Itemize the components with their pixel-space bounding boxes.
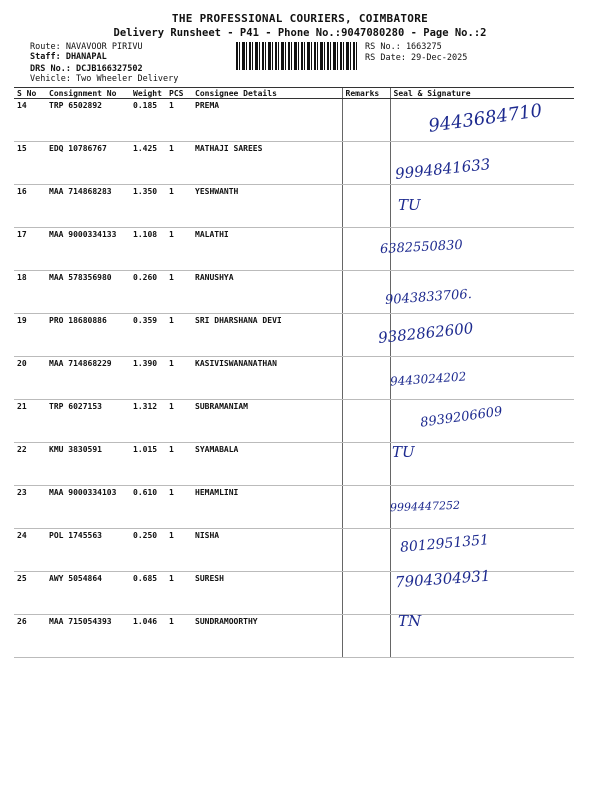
table-row xyxy=(14,357,574,400)
cell-remarks xyxy=(342,572,390,615)
cell-pcs: 1 xyxy=(166,400,192,443)
cell-remarks xyxy=(342,142,390,185)
cell-pcs: 1 xyxy=(166,228,192,271)
handwritten-entry: TN xyxy=(398,612,422,630)
rs-number: RS No.: 1663275 xyxy=(365,42,442,52)
cell-consignment: PRO 18680886 xyxy=(46,314,130,357)
cell-consignee: SURESH xyxy=(192,572,342,615)
col-signature: Seal & Signature xyxy=(390,88,574,99)
cell-sno: 19 xyxy=(14,314,46,357)
handwritten-entry: TU xyxy=(392,443,415,461)
cell-consignment: MAA 9000334133 xyxy=(46,228,130,271)
cell-sno: 25 xyxy=(14,572,46,615)
handwritten-entry: TU xyxy=(398,196,421,214)
cell-consignment: TRP 6027153 xyxy=(46,400,130,443)
cell-weight: 1.390 xyxy=(130,357,166,400)
cell-signature xyxy=(390,443,574,486)
cell-pcs: 1 xyxy=(166,615,192,658)
cell-sno: 23 xyxy=(14,486,46,529)
cell-sno: 26 xyxy=(14,615,46,658)
cell-sno: 14 xyxy=(14,99,46,142)
cell-consignee: SRI DHARSHANA DEVI xyxy=(192,314,342,357)
cell-weight: 0.250 xyxy=(130,529,166,572)
col-consignment: Consignment No xyxy=(46,88,130,99)
cell-consignment: POL 1745563 xyxy=(46,529,130,572)
col-sno: S No xyxy=(14,88,46,99)
cell-weight: 1.046 xyxy=(130,615,166,658)
handwritten-entry: 9443684710 xyxy=(427,100,544,137)
cell-pcs: 1 xyxy=(166,486,192,529)
table-row xyxy=(14,271,574,314)
handwritten-entry: 9382862600 xyxy=(377,319,475,347)
cell-pcs: 1 xyxy=(166,271,192,314)
cell-consignment: EDQ 10786767 xyxy=(46,142,130,185)
handwritten-entry: 9043833706. xyxy=(384,286,473,309)
table-row xyxy=(14,529,574,572)
cell-sno: 24 xyxy=(14,529,46,572)
cell-remarks xyxy=(342,486,390,529)
cell-sno: 22 xyxy=(14,443,46,486)
cell-consignee: MALATHI xyxy=(192,228,342,271)
table-row xyxy=(14,228,574,271)
cell-remarks xyxy=(342,357,390,400)
cell-consignee: SUNDRAMOORTHY xyxy=(192,615,342,658)
cell-consignee: RANUSHYA xyxy=(192,271,342,314)
cell-sno: 16 xyxy=(14,185,46,228)
col-weight: Weight xyxy=(130,88,166,99)
cell-consignee: HEMAMLINI xyxy=(192,486,342,529)
cell-weight: 1.108 xyxy=(130,228,166,271)
cell-weight: 1.425 xyxy=(130,142,166,185)
table-row xyxy=(14,615,574,658)
cell-consignment: KMU 3830591 xyxy=(46,443,130,486)
barcode xyxy=(236,42,358,70)
company-title: THE PROFESSIONAL COURIERS, COIMBATORE xyxy=(171,12,429,25)
cell-sno: 18 xyxy=(14,271,46,314)
staff-label: Staff: DHANAPAL xyxy=(30,52,107,62)
cell-consignee: PREMA xyxy=(192,99,342,142)
handwritten-entry: 9443024202 xyxy=(389,369,467,389)
cell-consignee: SYAMABALA xyxy=(192,443,342,486)
cell-weight: 1.350 xyxy=(130,185,166,228)
cell-sno: 17 xyxy=(14,228,46,271)
cell-consignment: TRP 6502892 xyxy=(46,99,130,142)
cell-pcs: 1 xyxy=(166,185,192,228)
cell-consignment: MAA 714868283 xyxy=(46,185,130,228)
cell-consignee: YESHWANTH xyxy=(192,185,342,228)
vehicle-label: Vehicle: Two Wheeler Delivery xyxy=(30,74,179,84)
cell-weight: 0.610 xyxy=(130,486,166,529)
cell-remarks xyxy=(342,529,390,572)
cell-consignment: MAA 715054393 xyxy=(46,615,130,658)
cell-consignee: NISHA xyxy=(192,529,342,572)
table-header-row xyxy=(14,88,574,99)
cell-pcs: 1 xyxy=(166,142,192,185)
cell-remarks xyxy=(342,185,390,228)
handwritten-entry: 8939206609 xyxy=(419,404,504,431)
handwritten-entry: 9994841633 xyxy=(394,155,492,183)
col-consignee: Consignee Details xyxy=(192,88,342,99)
handwritten-entry: 6382550830 xyxy=(379,237,464,258)
cell-weight: 0.685 xyxy=(130,572,166,615)
cell-remarks xyxy=(342,443,390,486)
cell-pcs: 1 xyxy=(166,314,192,357)
handwritten-entry: 9994447252 xyxy=(389,498,461,515)
cell-pcs: 1 xyxy=(166,99,192,142)
cell-pcs: 1 xyxy=(166,443,192,486)
table-row xyxy=(14,185,574,228)
cell-weight: 0.185 xyxy=(130,99,166,142)
rs-date: RS Date: 29-Dec-2025 xyxy=(365,53,468,63)
cell-remarks xyxy=(342,99,390,142)
cell-consignee: MATHAJI SAREES xyxy=(192,142,342,185)
cell-weight: 0.260 xyxy=(130,271,166,314)
cell-weight: 0.359 xyxy=(130,314,166,357)
cell-consignee: KASIVISWANANATHAN xyxy=(192,357,342,400)
route-label: Route: NAVAVOOR PIRIVU xyxy=(30,42,143,52)
cell-pcs: 1 xyxy=(166,357,192,400)
cell-sno: 20 xyxy=(14,357,46,400)
cell-consignment: MAA 9000334103 xyxy=(46,486,130,529)
table-row xyxy=(14,314,574,357)
cell-weight: 1.312 xyxy=(130,400,166,443)
cell-weight: 1.015 xyxy=(130,443,166,486)
cell-consignee: SUBRAMANIAM xyxy=(192,400,342,443)
table-row xyxy=(14,443,574,486)
cell-remarks xyxy=(342,400,390,443)
cell-pcs: 1 xyxy=(166,529,192,572)
cell-remarks xyxy=(342,615,390,658)
cell-consignment: MAA 578356980 xyxy=(46,271,130,314)
cell-remarks xyxy=(342,271,390,314)
table-row xyxy=(14,486,574,529)
runsheet-subtitle: Delivery Runsheet - P41 - Phone No.:9047080280 - Page No.:2 xyxy=(113,27,487,39)
cell-pcs: 1 xyxy=(166,572,192,615)
col-remarks: Remarks xyxy=(342,88,390,99)
cell-sno: 15 xyxy=(14,142,46,185)
col-pcs: PCS xyxy=(166,88,192,99)
cell-sno: 21 xyxy=(14,400,46,443)
handwritten-entry: 8012951351 xyxy=(399,532,490,556)
cell-consignment: AWY 5054864 xyxy=(46,572,130,615)
drs-number: DRS No.: DCJB166327502 xyxy=(30,64,143,74)
handwritten-entry: 7904304931 xyxy=(394,566,491,592)
cell-consignment: MAA 714868229 xyxy=(46,357,130,400)
